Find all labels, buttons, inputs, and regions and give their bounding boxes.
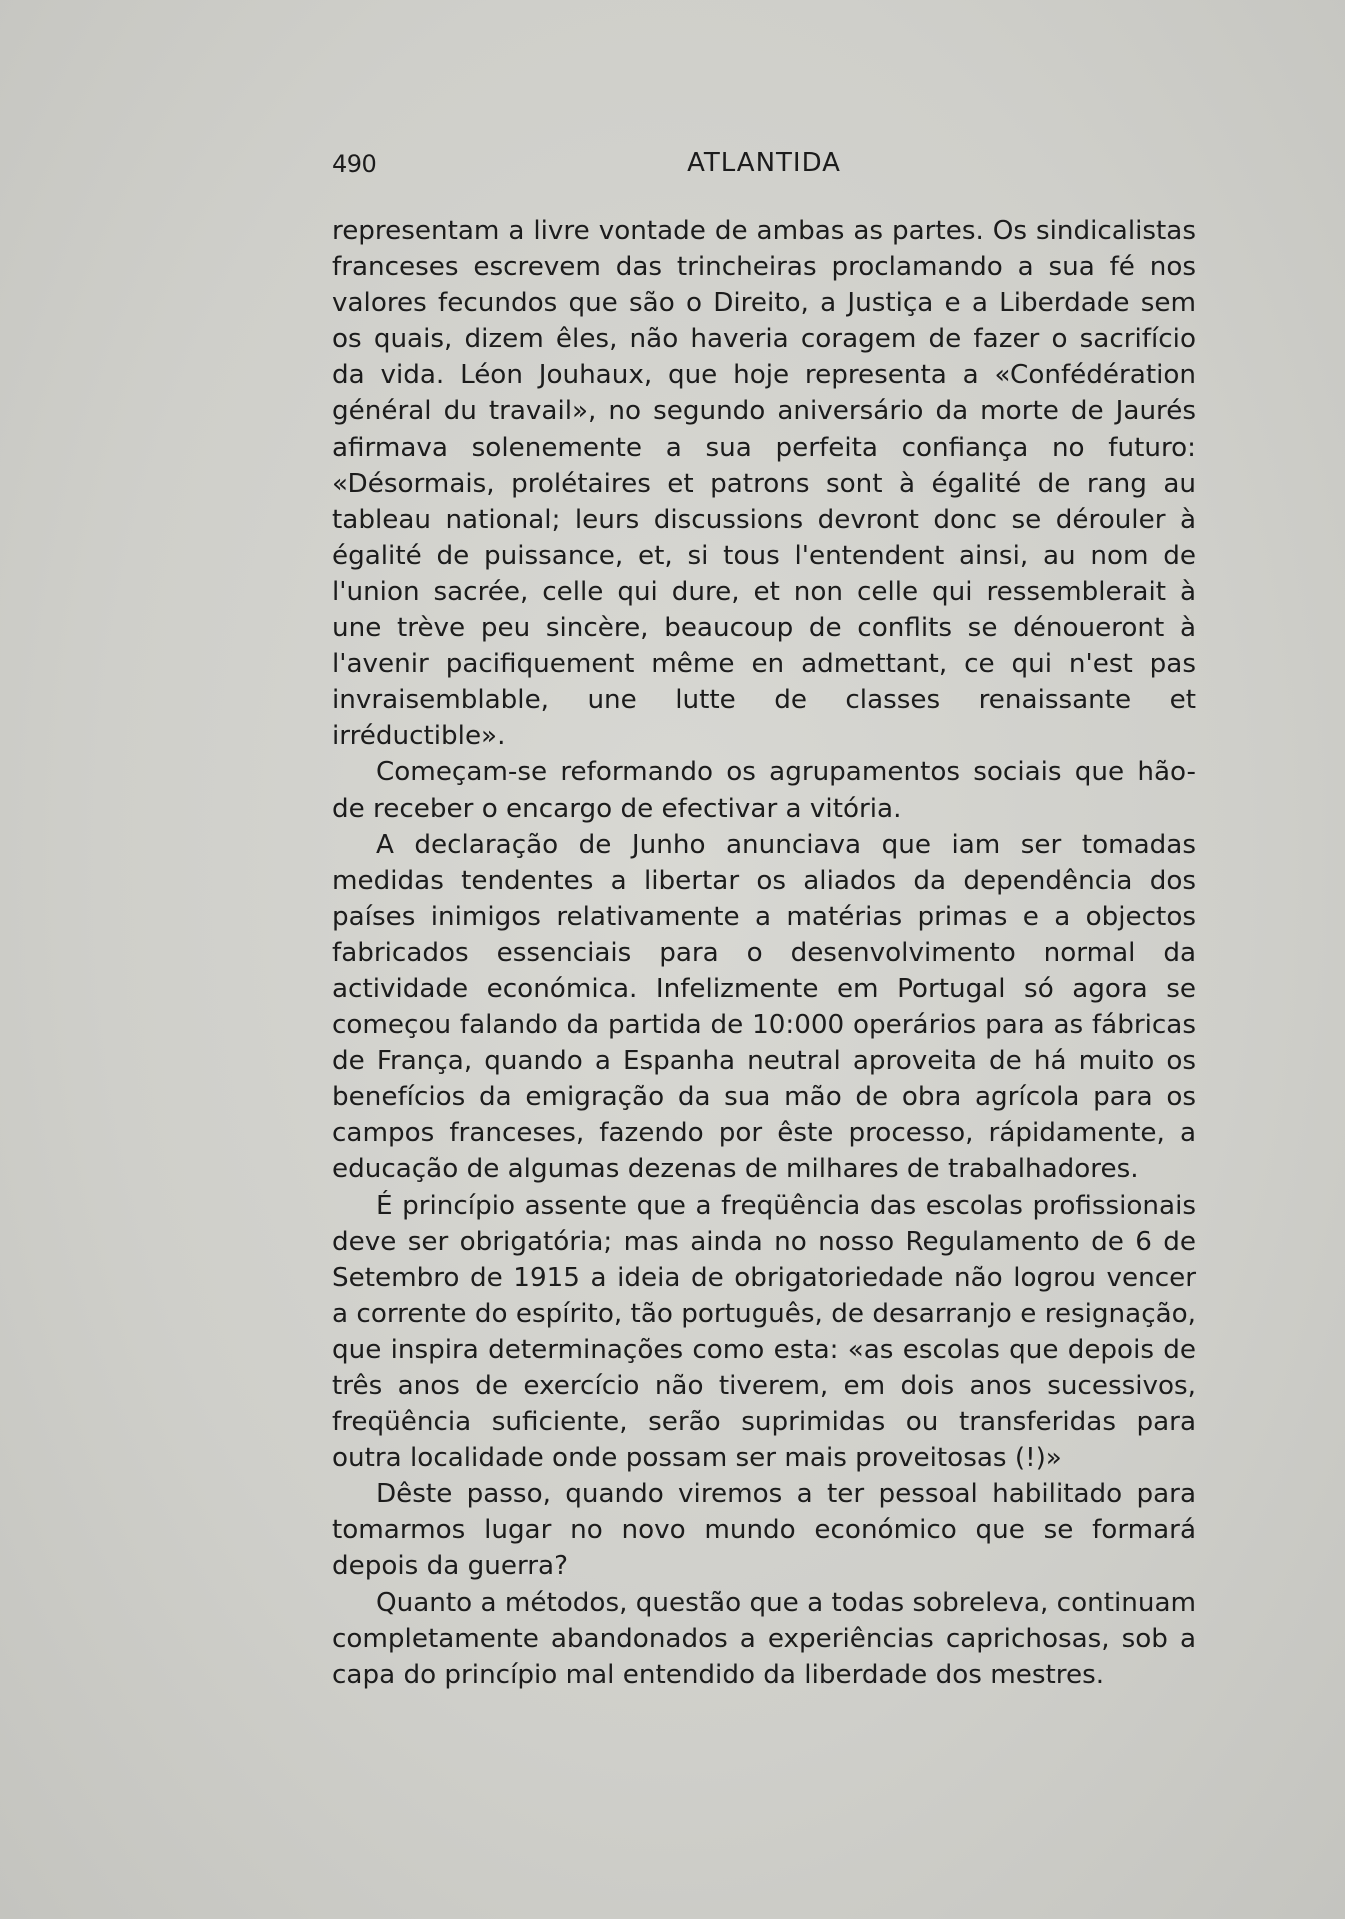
paragraph: Quanto a métodos, questão que a todas sobreleva, continuam completamente abandonados a experiências caprichosas, sob a capa do princípio mal entendido da liberdade dos mestres. <box>332 1587 1196 1690</box>
paragraph: É princípio assente que a freqüência das escolas profissionais deve ser obrigatória; mas ainda no nosso Regulamento de 6 de Setembro de 1915 a ideia de obrigatoriedade não logrou vencer a corrente do espírito, tão português, de desarranjo e resignação, que inspira determinações como esta: «as escolas que depois de três anos de exercício não tiverem, em dois anos sucessivos, freqüência suficiente, serão suprimidas ou transferidas para outra localidade onde possam ser mais proveitosas (!)» <box>332 1190 1196 1474</box>
running-title: ATLANTIDA <box>687 148 841 178</box>
page-header <box>332 148 1196 188</box>
page-number: 490 <box>332 150 377 178</box>
body-text <box>332 213 1196 1693</box>
paragraph: Começam-se reformando os agrupamentos sociais que hão-de receber o encargo de efectivar a vitória. <box>332 757 1196 824</box>
paragraph: Dêste passo, quando viremos a ter pessoal habilitado para tomarmos lugar no novo mundo económico que se formará depois da guerra? <box>332 1479 1196 1582</box>
paragraph: representam a livre vontade de ambas as partes. Os sindicalistas franceses escrevem das trincheiras proclamando a sua fé nos valores fecundos que são o Direito, a Justiça e a Liberdade sem os quais, dizem êles, não haveria coragem de fazer o sacrifício da vida. Léon Jouhaux, que hoje representa a «Confédération général du travail», no segundo aniversário da morte de Jaurés afirmava solenemente a sua perfeita confiança no futuro: «Désormais, prolétaires et patrons sont à égalité de rang au tableau national; leurs discussions devront donc se dérouler à égalité de puissance, et, si tous l'entendent ainsi, au nom de l'union sacrée, celle qui dure, et non celle qui ressemblerait à une trève peu sincère, beaucoup de conflits se dénoueront à l'avenir pacifiquement même en admettant, ce qui n'est pas invraisemblable, une lutte de classes renaissante et irréductible». <box>332 216 1196 752</box>
paragraph: A declaração de Junho anunciava que iam ser tomadas medidas tendentes a libertar os aliados da dependência dos países inimigos relativamente a matérias primas e a objectos fabricados essenciais para o desenvolvimento normal da actividade económica. Infelizmente em Portugal só agora se começou falando da partida de 10:000 operários para as fábricas de França, quando a Espanha neutral aproveita de há muito os benefícios da emigração da sua mão de obra agrícola para os campos franceses, fazendo por êste processo, rápidamente, a educação de algumas dezenas de milhares de trabalhadores. <box>332 829 1196 1185</box>
